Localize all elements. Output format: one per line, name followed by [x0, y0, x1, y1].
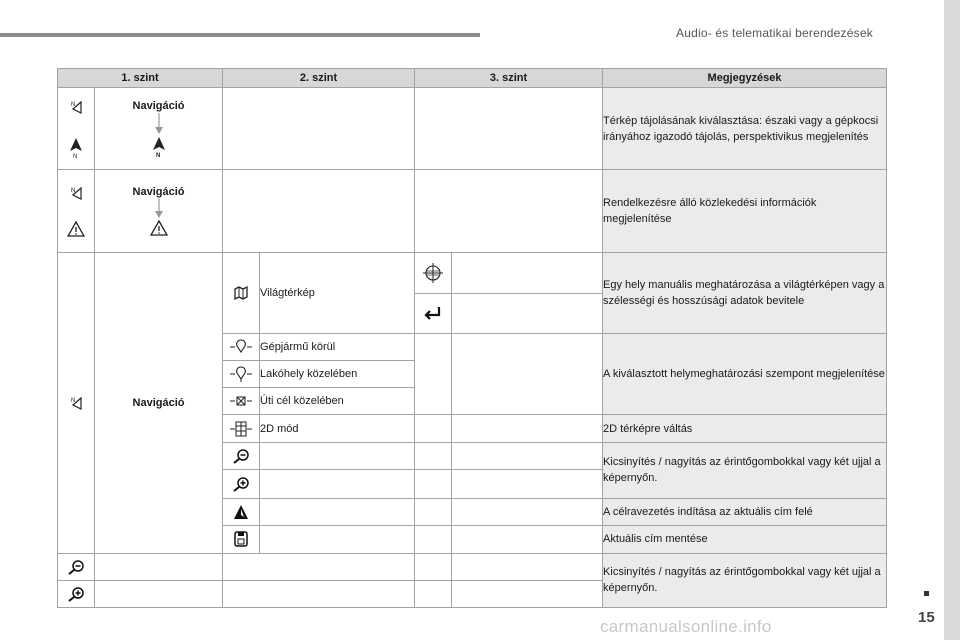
navigation-label: Navigáció — [95, 252, 223, 553]
table-row — [58, 170, 887, 252]
empty-cell — [452, 252, 603, 293]
empty-cell — [415, 553, 452, 580]
level1-cell — [58, 252, 95, 553]
note-cell: Aktuális cím mentése — [603, 525, 887, 553]
note-cell: Rendelkezésre álló közlekedési információk megjelenítése — [603, 170, 887, 252]
page-edge-strip — [944, 0, 960, 640]
empty-cell — [415, 498, 452, 525]
table-row — [58, 252, 887, 293]
location-pin-icon[interactable] — [229, 338, 253, 356]
warning-icon[interactable] — [150, 220, 168, 236]
zoom-out-icon[interactable] — [231, 448, 251, 464]
navigation-icon[interactable] — [68, 99, 84, 115]
empty-cell — [452, 415, 603, 443]
navigation-icon[interactable] — [68, 185, 84, 201]
svg-text:N: N — [71, 101, 76, 108]
north-up-icon[interactable] — [151, 136, 167, 158]
enter-icon[interactable] — [423, 305, 443, 321]
empty-cell — [452, 293, 603, 333]
empty-cell — [415, 333, 452, 414]
world-map-icon[interactable] — [233, 285, 249, 301]
empty-cell — [452, 553, 603, 580]
crosshair-icon[interactable] — [422, 262, 444, 284]
compass-letter: N — [73, 153, 78, 159]
table-row — [58, 88, 887, 170]
empty-cell — [415, 580, 452, 607]
empty-cell — [452, 333, 603, 414]
table-header-row — [58, 69, 887, 88]
svg-text:N: N — [71, 397, 76, 404]
home-nearby-label: Lakóhely közelében — [260, 361, 415, 388]
empty-cell — [452, 498, 603, 525]
zoom-out-icon-cell — [223, 443, 260, 470]
empty-cell — [415, 470, 452, 498]
zoom-in-icon[interactable] — [66, 586, 86, 602]
zoom-in-icon[interactable] — [231, 476, 251, 492]
vehicle-nearby-label: Gépjármű körül — [260, 333, 415, 360]
home-pin-icon-cell — [223, 361, 260, 388]
2d-icon-cell — [223, 415, 260, 443]
enter-icon-cell — [415, 293, 452, 333]
save-icon[interactable] — [233, 530, 249, 548]
empty-cell — [452, 470, 603, 498]
north-up-icon — [68, 137, 84, 159]
note-cell: Kicsinyítés / nagyítás az érintőgombokkal vagy két ujjal a képernyőn. — [603, 443, 887, 498]
note-cell: Térkép tájolásának kiválasztása: északi vagy a gépkocsi irányához igazodó tájolás, perspektivikus megjelenítés — [603, 88, 887, 170]
header-level1: 1. szint — [58, 69, 223, 88]
crosshair-icon-cell — [415, 252, 452, 293]
menu-table — [57, 68, 887, 608]
level2-cell — [95, 170, 223, 252]
empty-cell — [260, 525, 415, 553]
level1-cell — [58, 170, 95, 252]
header-level3: 3. szint — [415, 69, 603, 88]
2d-map-icon[interactable] — [229, 419, 253, 439]
home-pin-icon[interactable] — [229, 365, 253, 383]
warning-icon — [67, 221, 85, 237]
navigation-label: Navigáció — [132, 99, 185, 112]
table-row — [58, 553, 887, 580]
level3-empty-cell — [415, 170, 603, 252]
save-icon-cell — [223, 525, 260, 553]
empty-cell — [95, 580, 223, 607]
compass-letter: N — [155, 152, 160, 158]
empty-cell — [415, 415, 452, 443]
arrow-down-icon — [154, 112, 164, 136]
empty-cell — [415, 525, 452, 553]
world-map-label: Világtérkép — [260, 252, 415, 333]
note-cell: A kiválasztott helymeghatározási szempont megjelenítése — [603, 333, 887, 414]
navigation-label: Navigáció — [132, 186, 185, 198]
empty-cell — [452, 580, 603, 607]
empty-cell — [223, 580, 415, 607]
header-notes: Megjegyzések — [603, 69, 887, 88]
zoom-in-icon-cell — [223, 470, 260, 498]
note-cell: A célravezetés indítása az aktuális cím felé — [603, 498, 887, 525]
zoom-out-icon-cell — [58, 553, 95, 580]
level3-empty-cell — [415, 88, 603, 170]
svg-text:N: N — [71, 188, 76, 194]
empty-cell — [95, 553, 223, 580]
empty-cell — [452, 525, 603, 553]
note-cell: 2D térképre váltás — [603, 415, 887, 443]
note-cell: Kicsinyítés / nagyítás az érintőgombokkal vagy két ujjal a képernyőn. — [603, 553, 887, 607]
header-level2: 2. szint — [223, 69, 415, 88]
2d-mode-label: 2D mód — [260, 415, 415, 443]
vehicle-pin-icon-cell — [223, 333, 260, 360]
empty-cell — [260, 470, 415, 498]
world-map-icon-cell — [223, 252, 260, 333]
watermark: carmanualsonline.info — [600, 617, 772, 636]
level2-empty-cell — [223, 170, 415, 252]
zoom-out-icon[interactable] — [66, 559, 86, 575]
empty-cell — [452, 443, 603, 470]
navigation-icon[interactable] — [68, 395, 84, 411]
start-guidance-icon[interactable] — [233, 504, 249, 520]
page-header-title: Audio- és telematikai berendezések — [676, 26, 873, 40]
empty-cell — [260, 498, 415, 525]
destination-icon-cell — [223, 388, 260, 415]
start-guidance-icon-cell — [223, 498, 260, 525]
page-marker — [924, 591, 929, 596]
level2-cell — [95, 88, 223, 170]
empty-cell — [223, 553, 415, 580]
level1-cell — [58, 88, 95, 170]
zoom-in-icon-cell — [58, 580, 95, 607]
note-cell: Egy hely manuális meghatározása a világtérképen vagy a szélességi és hosszúsági adatok bevitele — [603, 252, 887, 333]
empty-cell — [260, 443, 415, 470]
empty-cell — [415, 443, 452, 470]
arrow-down-icon — [154, 198, 164, 220]
level2-empty-cell — [223, 88, 415, 170]
destination-flag-icon[interactable] — [229, 392, 253, 410]
header-rule — [0, 33, 480, 37]
destination-nearby-label: Úti cél közelében — [260, 388, 415, 415]
page-number: 15 — [918, 609, 935, 626]
